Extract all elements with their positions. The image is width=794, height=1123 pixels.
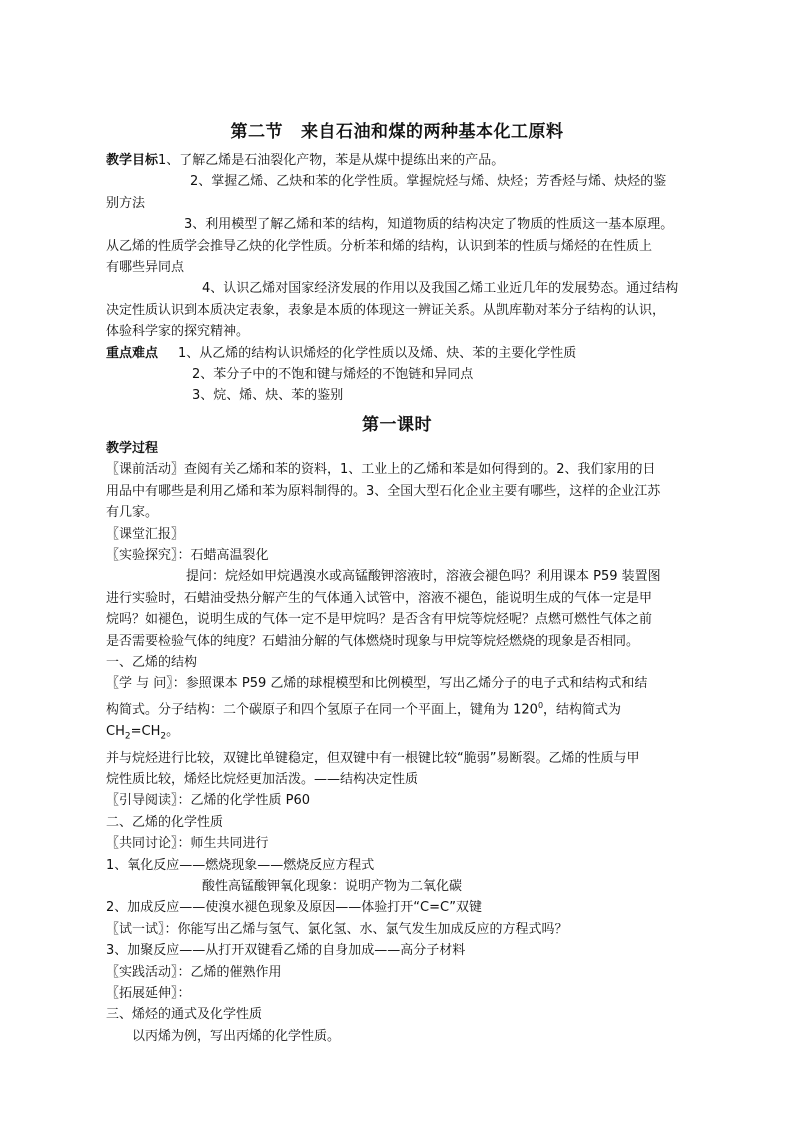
objective-3a: 3、利用模型了解乙烯和苯的结构，知道物质的结构决定了物质的性质这一基本原理。 [184,217,674,233]
experiment-heading: 〖实验探究〗：石蜡高温裂化 [106,548,269,564]
objectives-block [106,150,694,407]
process-block [106,438,694,1047]
practice-activity: 〖实践活动〗：乙烯的催熟作用 [106,964,282,980]
class-report: 〖课堂汇报〗 [106,526,185,542]
objective-2b: 别方法 [106,195,146,211]
propene-task: 以丙烯为例，写出丙烯的化学性质。 [132,1028,341,1044]
learn-ask-a: 〖学 与 问〗：参照课本 P59 乙烯的球棍模型和比例模型，写出乙烯分子的电子式和结构式和结 [106,676,648,692]
extension: 〖拓展延伸〗： [106,986,191,1002]
objective-4a: 4、认识乙烯对国家经济发展的作用以及我国乙烯工业近几年的发展势态。通过结构 [202,281,679,297]
reaction-addition: 2、加成反应——使溴水褪色现象及原因——体验打开“C=C”双键 [106,900,483,916]
process-label: 教学过程 [106,441,159,456]
learn-ask-b: 构简式。分子结构：二个碳原子和四个氢原子在同一个平面上，键角为 $120^0$，结构简式为 [106,700,622,718]
keypoint-1: 1、从乙烯的结构认识烯烃的化学性质以及烯、炔、苯的主要化学性质 [178,345,577,361]
objective-3c: 有哪些异同点 [106,260,185,276]
lesson-title: 第一课时 [362,415,432,435]
reaction-oxidation-kmno4: 酸性高锰酸钾氧化现象：说明产物为二氧化碳 [202,879,463,895]
section-3-heading: 三、烯烃的通式及化学性质 [106,1007,263,1023]
question-b: 进行实验时，石蜡油受热分解产生的气体通入试管中，溶液不褪色，能说明生成的气体一定是甲 [106,590,653,606]
section-number: 第二节 [230,122,283,142]
question-d: 是否需要检验气体的纯度？石蜡油分解的气体燃烧时现象与甲烷等烷烃燃烧的现象是否相同。 [106,633,640,649]
section-1-heading: 一、乙烯的结构 [106,655,198,671]
objective-4c: 体验科学家的探究精神。 [106,324,250,340]
objective-1: 1、了解乙烯是石油裂化产物，苯是从煤中提练出来的产品。 [158,153,505,168]
keypoint-2: 2、苯分子中的不饱和键与烯烃的不饱链和异同点 [192,367,474,383]
degree-sup: 0 [537,700,544,710]
section-title [0,117,794,142]
guided-reading: 〖引导阅读〗：乙烯的化学性质 P60 [106,793,311,809]
question-c: 烷吗？如褪色，说明生成的气体一定不是甲烷吗？是否含有甲烷等烷烃呢？点燃可燃性气体之前 [106,612,653,628]
pre-activity-b: 用品中有哪些是利用乙烯和苯为原料制得的。3、全国大型石化企业主要有哪些，这样的企业江苏 [106,483,661,499]
pre-activity-c: 有几家。 [106,505,159,521]
objective-3b: 从乙烯的性质学会推导乙炔的化学性质。分析苯和烯的结构，认识到苯的性质与烯烃的在性质上 [106,238,653,254]
objective-2a: 2、掌握乙烯、乙炔和苯的化学性质。掌握烷烃与烯、炔烃；芳香烃与烯、炔烃的鉴 [190,174,667,190]
discussion: 〖共同讨论〗：师生共同进行 [106,836,269,852]
compare-b: 烷性质比较，烯烃比烷烃更加活泼。——结构决定性质 [106,772,419,788]
keypoints-label: 重点难点 [106,345,159,361]
pre-activity-a: 〖课前活动〗查阅有关乙烯和苯的资料，1、工业上的乙烯和苯是如何得到的。2、我们家用的日 [106,462,656,478]
section-2-heading: 二、乙烯的化学性质 [106,814,224,830]
try-it: 〖试一试〗：你能写出乙烯与氢气、氯化氢、水、氯气发生加成反应的方程式吗？ [106,921,568,937]
objective-4b: 决定性质认识到本质决定表象，表象是本质的体现这一辨证关系。从凯库勒对苯分子结构的认识， [106,302,666,318]
objectives-label: 教学目标 [106,153,159,168]
section-name: 来自石油和煤的两种基本化工原料 [301,122,564,142]
keypoint-3: 3、烷、烯、炔、苯的鉴别 [192,388,344,404]
compare-a: 并与烷烃进行比较，双键比单键稳定，但双键中有一根键比较“脆弱”易断裂。乙烯的性质与甲 [106,750,640,766]
question-a: 提问：烷烃如甲烷遇溴水或高锰酸钾溶液时，溶液会褪色吗？利用课本 P59 装置图 [186,569,661,585]
reaction-polymerization: 3、加聚反应——从打开双键看乙烯的自身加成——高分子材料 [106,943,466,959]
ethylene-formula: $CH_2=CH_2$。 [106,723,180,742]
reaction-oxidation: 1、氧化反应——燃烧现象——燃烧反应方程式 [106,857,375,873]
